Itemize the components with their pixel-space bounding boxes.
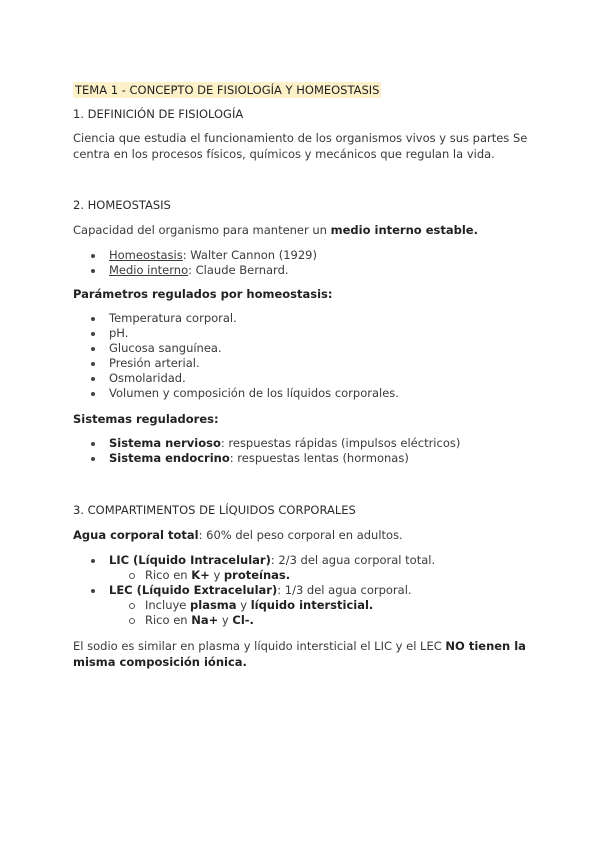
section-1-text (73, 130, 553, 162)
compartments-list (73, 553, 553, 628)
list-item: Presión arterial. (73, 356, 553, 371)
section-1-text-line-1: Ciencia que estudia el funcionamiento de los organismos vivos y sus partes Se (73, 131, 528, 145)
sub-list-item: Rico en K+ y proteínas. (73, 568, 553, 583)
list-item: Volumen y composición de los líquidos corporales. (73, 386, 553, 401)
definitions-list (73, 248, 553, 278)
section-3-heading: 3. COMPARTIMENTOS DE LÍQUIDOS CORPORALES (73, 503, 356, 517)
sub-list-item: Incluye plasma y líquido intersticial. (73, 598, 553, 613)
intro-bold: medio interno estable. (330, 223, 478, 237)
list-item: Temperatura corporal. (73, 311, 553, 326)
list-item: LEC (Líquido Extracelular): 1/3 del agua corporal. (73, 583, 553, 598)
homeostasis-intro (73, 222, 553, 238)
list-item: Sistema endocrino: respuestas lentas (hormonas) (73, 451, 553, 466)
section-1-heading: 1. DEFINICIÓN DE FISIOLOGÍA (73, 107, 244, 121)
intro-text: Capacidad del organismo para mantener un (73, 223, 331, 237)
list-item: Osmolaridad. (73, 371, 553, 386)
sub-list-item: Rico en Na+ y Cl-. (73, 613, 553, 628)
list-item: Glucosa sanguínea. (73, 341, 553, 356)
list-item: Sistema nervioso: respuestas rápidas (impulsos eléctricos) (73, 436, 553, 451)
list-item: pH. (73, 326, 553, 341)
systems-list (73, 436, 553, 466)
list-item: Medio interno: Claude Bernard. (73, 263, 553, 278)
document-title: TEMA 1 - CONCEPTO DE FISIOLOGÍA Y HOMEOSTASIS (75, 83, 380, 97)
document-page (73, 82, 553, 670)
params-list (73, 311, 553, 401)
closing-paragraph: El sodio es similar en plasma y líquido intersticial el LIC y el LEC NO tienen la misma composición iónica. (73, 639, 526, 669)
list-item: LIC (Líquido Intracelular): 2/3 del agua corporal total. (73, 553, 553, 568)
systems-heading: Sistemas reguladores: (73, 412, 219, 426)
section-1-text-line-2: centra en los procesos físicos, químicos y mecánicos que regulan la vida. (73, 147, 495, 161)
section-2-heading: 2. HOMEOSTASIS (73, 198, 171, 212)
definition-term: Homeostasis (109, 248, 183, 262)
water-total: Agua corporal total: 60% del peso corporal en adultos. (73, 528, 403, 542)
definition-term: Medio interno (109, 263, 189, 277)
list-item: Homeostasis: Walter Cannon (1929) (73, 248, 553, 263)
params-heading: Parámetros regulados por homeostasis: (73, 287, 333, 301)
